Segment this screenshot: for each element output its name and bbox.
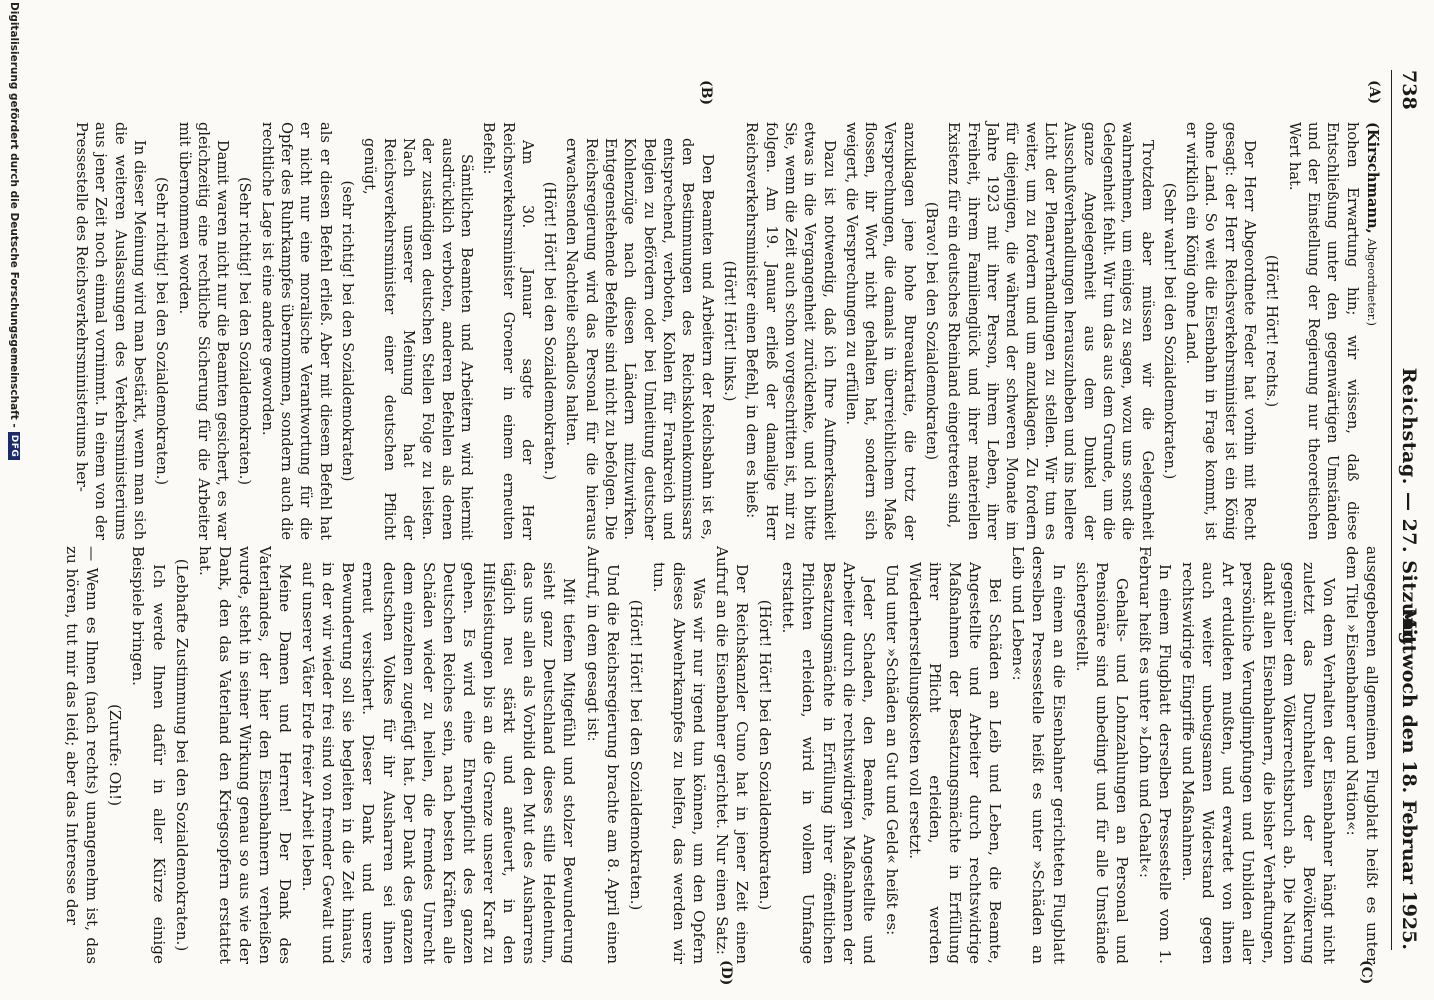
interjection: (Hört! Hört! links.) [721,260,738,402]
footer-credit: Digitalisierung gefördert durch die Deutsche Forschungsgemeinschaft - [8,2,20,428]
paragraph: Am 30. Januar sagte der Herr Reichsverkehrsminister Groener in einem erneuten Befehl: [480,122,536,540]
paragraph: Der Reichskanzler Cuno hat in jener Zeit einen Aufruf an die Eisenbahner gerichtet. Nur einen Satz: [713,546,752,964]
interjection: (Sehr richtig! bei den Sozialdemokraten.) [153,176,171,486]
margin-marker-d: (D) [718,960,734,986]
margin-marker-b: (B) [698,80,714,106]
page-number: 738 [1398,70,1420,110]
paragraph: — Wenn es Ihnen (nach rechts) unangenehm ist, das zu hören, tut mir das leid; aber das Interesse der [63,546,102,964]
interjection: (Hört! Hört! bei den Sozialdemokraten.) [626,599,645,911]
interjection: (Hört! Hört! bei den Sozialdemokraten.) [541,181,559,481]
paragraph: Dazu ist notwendig, daß ich Ihre Aufmerksamkeit etwas in die Vergangenheit zurücklenke, und ich bitte Sie, wenn die Zeit auch schon vorgeschritten ist, mir zu folgen. Am 19. Januar erließ der damalige Herr Reichsverkehrsminister einen Befehl, in dem es hieß: [743,122,838,540]
interjection: (Bravo! bei den Sozialdemokraten) [923,201,941,461]
left-text-column [72,122,1382,540]
interjection: (Hört! Hört! bei den Sozialdemokraten.) [756,599,775,911]
paragraph: Ich werde Ihnen dafür in aller Kürze einige Beispiele bringen. [129,546,168,964]
page-title: Reichstag. — 27. Sitzung. [1398,367,1420,653]
speaker-line [1362,122,1382,540]
speaker-name: (Kirschmann, [1364,122,1381,234]
margin-marker-c: (C) [1358,960,1374,985]
quotation: Sämtlichen Beamten und Arbeitern wird hiermit ausdrücklich verboten, anderen Befehlen als denen der zuständigen deutschen Stellen Folge zu leisten. Nach unserer Meinung hat der Reichsverkehrsminister einer deutschen Pflicht genügt, [361,138,475,540]
paragraph: Damit waren nicht nur die Beamten gesichert, es war gleichzeitig eine rechtliche Sicherung für die Arbeiter mit übernommen worden. [175,122,232,540]
quotation: Gehalts- und Lohnzahlungen an Personal und Pensionäre sind unbedingt und für alle Umstände sichergestellt. [1072,562,1131,964]
paragraph: anzuklagen jene hohe Bureaukratie, die trotz der Versprechungen, die damals in überreichlichem Maße flossen, ihr Wort nicht gehalten hat, sondern sich weigert, die Versprechungen zu erfüllen. [842,122,918,540]
paragraph: In einem Flugblatt derselben Pressestelle vom 1. Februar heißt es unter »Lohn und Gehalt«: [1135,546,1175,964]
paragraph: Und unter »Schäden an Gut und Geld« heißt es: [882,564,901,936]
paragraph: In einem an die Eisenbahner gerichteten Flugblatt derselben Pressestelle heißt es unter »Schäden an Leib und Leben«: [1009,546,1068,964]
quotation: Jeder Schaden, den Beamte, Angestellte und Arbeiter durch die rechtswidrigen Maßnahmen der Besatzungsmächte in Erfüllung ihrer öffentlichen Pflichten erleiden, wird in vollem Umfange erstattet. [779,562,878,964]
digitization-footer [8,0,20,1000]
right-text-column [62,546,1382,964]
paragraph: In dieser Meinung wird man bestärkt, wenn man sich die weiteren Auslassungen des Verkehrsministeriums aus jener Zeit noch einmal vornimmt. In einem von der Pressestelle des Reichsverkehrsministeriums her- [73,122,148,540]
quotation: Mit tiefem Mitgefühl und stolzer Bewunderung sieht ganz Deutschland dieses stille Heldentum, das uns allen als Vorbild den Mut des Ausharrens täglich neu stärkt und anfeuert, in den Hilfsleistungen bis an die Grenze unserer Kraft zu gehen. Es wird eine Ehrenpflicht des ganzen Deutschen Reiches sein, nach besten Kräften alle Schäden wieder zu heilen, die fremdes Unrecht dem einzelnen zugefügt hat. Der Dank des ganzen deutschen Volkes für ihr Ausharren sei ihnen erneut versichert. Dieser Dank und unsere Bewunderung soll sie begleiten in die Zeit hinaus, in der wir wieder frei sind von fremder Gewalt und auf unserer Väter Erde freier Arbeit leben. [299,562,579,964]
quotation: Bei Schäden an Leib und Leben, die Beamte, Angestellte und Arbeiter durch rechtswidrige Maßnahmen der Besatzungsmächte in Erfüllung ihrer Pflicht erleiden, werden Wiederherstellungskosten voll ersetzt. [905,562,1005,964]
quotation: Von dem Verhalten der Eisenbahner hängt nicht zuletzt das Durchhalten der Bevölkerung gegenüber dem Völkerrechtsbruch ab. Die Nation dankt allen Eisenbahnern, die bisher Verhaftungen, persönliche Verunglimpfungen und Unbilden aller Art erduldeten mußten, und erwartet von ihnen auch weiter unbeugsamen Widerstand gegen rechtswidrige Eingriffe und Maßnahmen. [1179,562,1338,964]
interjection: (Sehr richtig! bei den Sozialdemokraten.) [236,176,254,486]
interjection: (Lebhafte Zustimmung bei den Sozialdemokraten.) [172,558,191,952]
interjection: (sehr richtig! bei den Sozialdemokraten) [339,180,357,482]
speaker-role: Abgeordneter.) [1365,238,1379,327]
paragraph: Und die Reichsregierung brachte am 8. April einen Aufruf, in dem gesagt ist: [583,546,622,964]
quotation: Den Beamten und Arbeitern der Reichsbahn ist es, den Bestimmungen des Reichskohlenkommissars entsprechend, verboten, Kohlen für Frankreich und Belgien zu befördern oder bei Umleitung deutscher Kohlenzüge nach diesen Ländern mitzuwirken. Entgegenstehende Befehle sind nicht zu befolgen. Die Reichsregierung wird das Personal für die hieraus erwachsenden Nachteile schadlos halten. [563,138,716,540]
paragraph: ausgegebenen allgemeinen Flugblatt heißt es unter dem Titel »Eisenbahner und Nation«: [1342,546,1381,964]
paragraph: Trotzdem aber müssen wir die Gelegenheit wahrnehmen, um einiges zu sagen, wozu uns sonst die Gelegenheit fehlt. Wir tun das aus dem Grunde, um die ganze Angelegenheit aus dem Dunkel der Ausschußverhandlungen herauszuheben und ins hellere Licht der Plenarverhandlungen zu stellen. Wir tun es weiter, um zu fordern und um anzuklagen. Zu fordern für diejenigen, die während der schweren Monate im Jahre 1923 mit ihrer Person, ihrem Leben, ihrer Freiheit, ihrem Familienglück und ihrer materiellen Existenz für ein deutsches Rheinland eingetreten sind, [945,122,1156,540]
interjection: (Hört! Hört! rechts.) [1263,254,1281,408]
margin-marker-a: (A) [1366,80,1382,105]
paragraph: Meine Damen und Herren! Der Dank des Vaterlandes, der hier den Eisenbahnern verheißen wurde, steht in seiner Wirkung genau so aus wie der Dank, den das Vaterland den Kriegsopfern erstattet hat. [195,546,295,964]
paragraph: hohen Erwartung hin; wir wissen, daß diese Entschließung unter den gegenwärtigen Umständen und der Einstellung der Regierung nur theoretischen Wert hat. [1285,122,1361,540]
paragraph: Der Herr Abgeordnete Feder hat vorhin mit Recht gesagt: der Herr Reichsverkehrsminister ist ein König ohne Land. So weit die Eisenbahn in Frage kommt, ist er wirklich ein König ohne Land. [1183,122,1259,540]
interjection: (Zurufe: Oh!) [106,703,125,807]
session-date: Mittwoch den 18. Februar 1925. [1398,607,1420,950]
interjection: (Sehr wahr! bei den Sozialdemokraten.) [1160,182,1178,480]
page-header [1391,70,1422,950]
quotation: Was wir nur irgend tun können, um den Opfern dieses Abwehrkampfes zu helfen, das werden wir tun. [649,562,708,964]
paragraph: als er diesen Befehl erließ. Aber mit diesem Befehl hat er nicht nur eine moralische Verantwortung für die Opfer des Ruhrkampfes übernommen, sondern auch die rechtliche Lage ist eine andere geworden. [258,122,334,540]
dfg-logo-icon: DFG [8,432,20,461]
